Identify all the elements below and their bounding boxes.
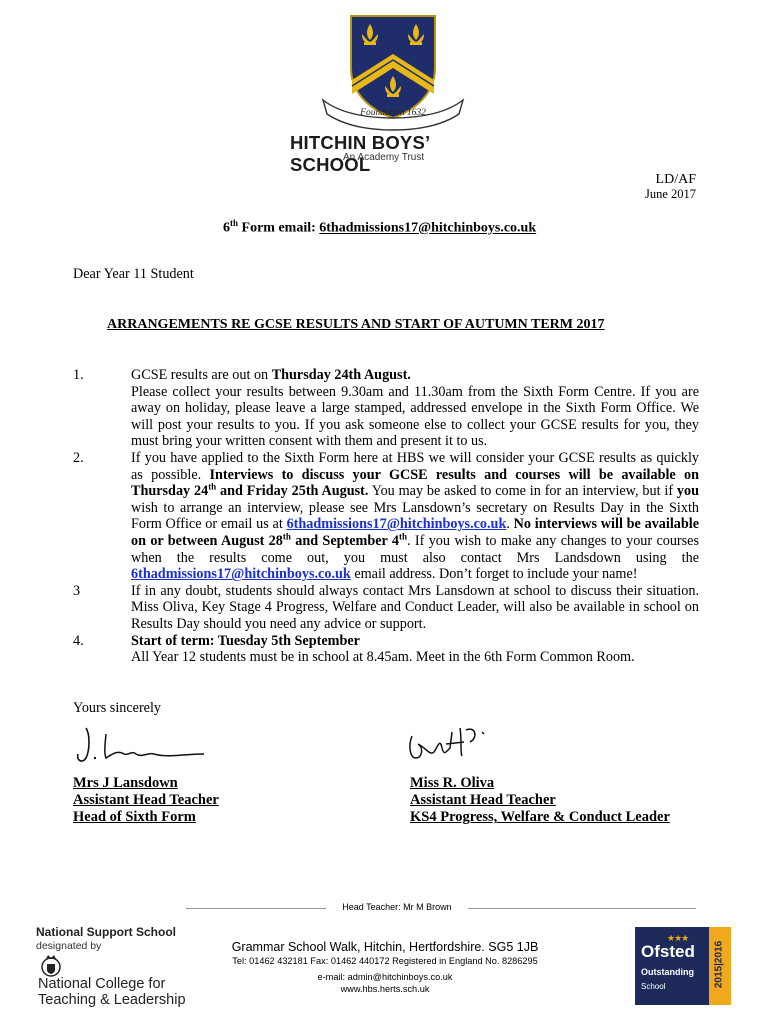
nss-title: National Support School bbox=[36, 925, 176, 939]
closing: Yours sincerely bbox=[73, 700, 162, 716]
item1-details: Please collect your results between 9.30am and 11.30am from the Sixth Form Centre. If you are away on holiday, please leave a large stamped, addressed envelope in the Sixth Form Office. We will post your results to you. If you ask someone else to collect your GCSE results for you, they must bring your written consent with them and present it to us. bbox=[131, 383, 699, 450]
ofsted-years: 2015|2016 bbox=[713, 940, 725, 989]
email-label: Form email: bbox=[238, 220, 320, 236]
footer-rule-right bbox=[468, 908, 696, 909]
list-number: 4. bbox=[73, 632, 84, 649]
signatory-name: Miss R. Oliva bbox=[410, 775, 495, 791]
list-number: 1. bbox=[73, 367, 84, 383]
email-prefix-number: 6 bbox=[223, 220, 230, 236]
list-text: If in any doubt, students should always contact Mrs Lansdown at school to discuss their situation. Miss Oliva, Key Stage 4 Progress, Welfare and Conduct Leader, will also be available in school on Results Day should you need any advice or support. bbox=[131, 582, 699, 632]
head-teacher: Head Teacher: Mr M Brown bbox=[342, 902, 452, 912]
item2-text-6: email address. Don’t forget to include your name! bbox=[350, 566, 638, 583]
item2-bold-3: No interviews will be available on or between August 28 bbox=[131, 516, 700, 549]
item2-bold-1: Interviews to discuss your GCSE results and courses will be available on Thursday 24 bbox=[131, 466, 699, 500]
footer-rule-left bbox=[186, 908, 326, 909]
admissions-email-link-2[interactable]: 6thadmissions17@hitchinboys.co.uk bbox=[131, 566, 351, 583]
sixth-form-email-line bbox=[223, 218, 536, 237]
signatory-role: Head of Sixth Form bbox=[73, 809, 196, 826]
ofsted-grade: Outstanding bbox=[641, 967, 694, 977]
sixth-form-email-address[interactable]: 6thadmissions17@hitchinboys.co.uk bbox=[319, 220, 537, 236]
admissions-email-link[interactable]: 6thadmissions17@hitchinboys.co.uk bbox=[286, 516, 507, 533]
signatory-role: Assistant Head Teacher bbox=[73, 792, 219, 809]
school-subtitle: An Academy Trust bbox=[343, 152, 425, 163]
item2-text-2: You may be asked to come in for an interview, but if bbox=[368, 483, 677, 500]
item2-sup-2: th bbox=[282, 531, 291, 542]
list-item-2 bbox=[73, 450, 699, 583]
signatory-role: Assistant Head Teacher bbox=[410, 792, 556, 809]
school-website[interactable]: www.hbs.herts.sch.uk bbox=[340, 984, 430, 994]
letter-heading: ARRANGEMENTS RE GCSE RESULTS AND START OF AUTUMN TERM 2017 bbox=[107, 317, 605, 332]
ofsted-stars-icon: ★★★ bbox=[667, 933, 689, 943]
ofsted-type: School bbox=[641, 982, 666, 991]
item2-bold-4: and September 4 bbox=[290, 532, 400, 549]
signature-oliva bbox=[406, 718, 506, 768]
signature-lansdown bbox=[72, 720, 212, 770]
signatory-right bbox=[410, 775, 670, 827]
reference-code: LD/AF bbox=[655, 172, 696, 187]
signatory-name: Mrs J Lansdown bbox=[73, 775, 178, 791]
list-number: 2. bbox=[73, 449, 84, 466]
college-line-2: Teaching & Leadership bbox=[38, 991, 186, 1008]
item2-text-1: If you have applied to the Sixth Form here at HBS we will consider your GCSE results as quickly as possible. bbox=[131, 449, 699, 483]
foundation-text: Foundation 1632 bbox=[360, 108, 426, 118]
list-item-3 bbox=[73, 583, 699, 633]
item2-text-5: . If you wish to make any changes to your courses when the results come out, you must also contact Mrs Landsdown using the bbox=[131, 532, 699, 566]
item1-lead: GCSE results are out on bbox=[131, 367, 272, 383]
list-item-1 bbox=[73, 367, 699, 450]
college-name bbox=[38, 977, 186, 1008]
list-item-4 bbox=[73, 633, 699, 666]
college-line-1: National College for bbox=[38, 976, 166, 992]
school-name: HITCHIN BOYS’ SCHOOL bbox=[290, 132, 430, 175]
school-crest bbox=[318, 10, 468, 132]
start-of-term: Start of term: Tuesday 5th September bbox=[131, 632, 360, 649]
item4-details: All Year 12 students must be in school at 8.45am. Meet in the 6th Form Common Room. bbox=[131, 649, 635, 666]
national-support-school bbox=[36, 925, 176, 952]
reference-date: June 2017 bbox=[644, 187, 696, 201]
list-text bbox=[131, 633, 699, 666]
item2-bold-2: and Friday 25th August. bbox=[216, 483, 369, 500]
salutation: Dear Year 11 Student bbox=[73, 266, 194, 282]
email-prefix-sup: th bbox=[230, 218, 239, 228]
signatory-role: KS4 Progress, Welfare & Conduct Leader bbox=[410, 809, 670, 826]
ofsted-name: Ofsted bbox=[641, 942, 695, 961]
item2-bold-you: you bbox=[676, 483, 699, 500]
ofsted-badge bbox=[635, 927, 731, 1005]
school-email[interactable]: e-mail: admin@hitchinboys.co.uk bbox=[317, 972, 453, 982]
school-address: Grammar School Walk, Hitchin, Hertfordshire. SG5 1JB bbox=[231, 940, 539, 954]
signatory-left bbox=[73, 775, 219, 827]
nss-subtitle: designated by bbox=[36, 940, 102, 952]
item2-sup-3: th bbox=[399, 531, 408, 542]
list-text bbox=[131, 367, 699, 450]
list-number: 3 bbox=[73, 582, 81, 599]
item1-date: Thursday 24th August. bbox=[271, 367, 411, 383]
numbered-list bbox=[73, 367, 699, 666]
item2-sup-1: th bbox=[208, 481, 217, 492]
item2-text-4: . bbox=[506, 516, 514, 533]
school-phones: Tel: 01462 432181 Fax: 01462 440172 Registered in England No. 8286295 bbox=[232, 956, 538, 966]
list-text bbox=[131, 450, 699, 583]
item2-text-3: wish to arrange an interview, please see Mrs Lansdown’s secretary on Results Day in the Sixth Form Office or email us at bbox=[131, 499, 699, 533]
